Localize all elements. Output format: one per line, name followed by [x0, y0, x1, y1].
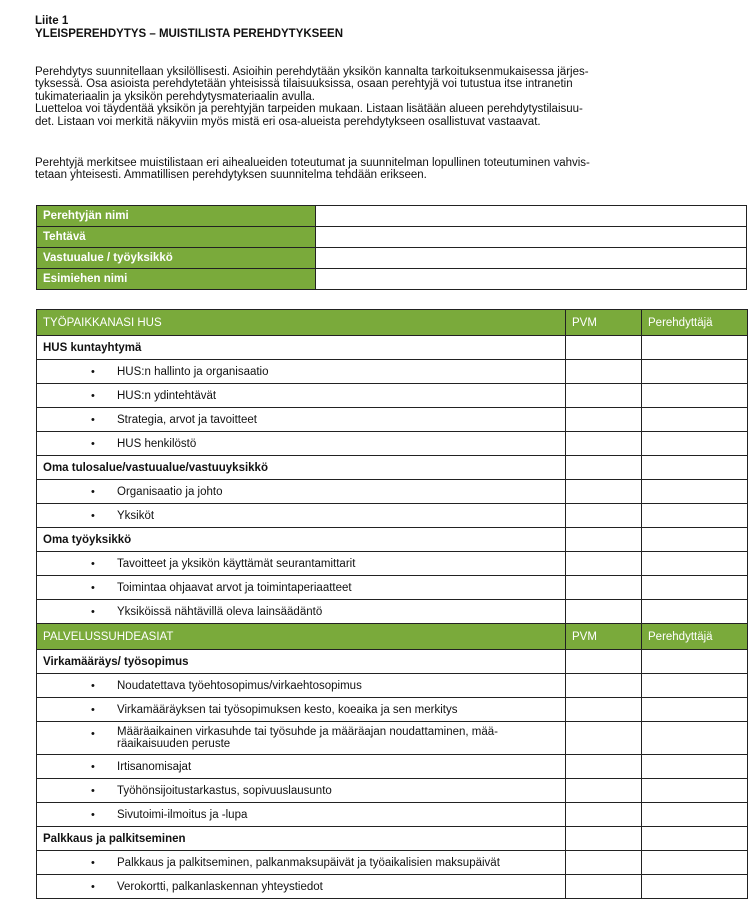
bullet-icon: • — [91, 785, 95, 797]
group-heading: HUS kuntayhtymä — [37, 336, 566, 360]
group-heading: Virkamääräys/ työsopimus — [37, 650, 566, 674]
intro-paragraph-1 — [35, 66, 725, 128]
info-label: Esimiehen nimi — [37, 269, 316, 290]
checklist-item-row — [37, 600, 748, 624]
supervisor-field[interactable] — [316, 269, 747, 290]
date-cell[interactable] — [566, 432, 642, 456]
instructor-cell[interactable] — [642, 528, 748, 552]
date-cell[interactable] — [566, 875, 642, 899]
checklist-item-label: Sivutoimi-ilmoitus ja -lupa — [117, 808, 248, 821]
document-title: YLEISPEREHDYTYS – MUISTILISTA PEREHDYTYKSEEN — [35, 28, 343, 40]
checklist-item-row — [37, 552, 748, 576]
text-line: tyksessä. Osa asioista perehdytetään yhteisissä tilaisuuksissa, osaan perehtyjä voi tutustua itse intranetin — [35, 78, 573, 91]
task-field[interactable] — [316, 227, 747, 248]
text-line: Perehtyjä merkitsee muistilistaan eri aihealueiden toteutumat ja suunnitelman lopullinen toteutuminen vahvis- — [35, 157, 590, 169]
group-heading-row — [37, 827, 748, 851]
date-cell[interactable] — [566, 722, 642, 755]
date-cell[interactable] — [566, 851, 642, 875]
text-line: Luetteloa voi täydentää yksikön ja perehtyjän tarpeiden mukaan. Listaan lisätään alueen perehdytystilaisuu- — [35, 103, 583, 116]
checklist-item-label: HUS henkilöstö — [117, 437, 197, 450]
instructor-cell[interactable] — [642, 552, 748, 576]
instructor-cell[interactable] — [642, 480, 748, 504]
checklist-item-row — [37, 698, 748, 722]
info-row — [37, 248, 747, 269]
checklist-item — [37, 674, 566, 698]
instructor-cell[interactable] — [642, 336, 748, 360]
checklist-item — [37, 552, 566, 576]
checklist-item-row — [37, 360, 748, 384]
checklist-item — [37, 384, 566, 408]
instructor-cell[interactable] — [642, 504, 748, 528]
info-label: Vastuualue / työyksikkö — [37, 248, 316, 269]
checklist-item-row — [37, 408, 748, 432]
checklist-item-label: Määräaikainen virkasuhde tai työsuhde ja määräajan noudattaminen, mää- räaikaisuuden peruste — [117, 726, 499, 750]
checklist-item-label: Toimintaa ohjaavat arvot ja toimintaperiaatteet — [117, 581, 352, 594]
date-cell[interactable] — [566, 528, 642, 552]
instructor-cell[interactable] — [642, 779, 748, 803]
checklist-item — [37, 600, 566, 624]
date-cell[interactable] — [566, 456, 642, 480]
instructor-cell[interactable] — [642, 698, 748, 722]
bullet-icon: • — [91, 857, 95, 869]
checklist-item — [37, 875, 566, 899]
checklist-item-row — [37, 576, 748, 600]
info-label: Perehtyjän nimi — [37, 206, 316, 227]
group-heading-row — [37, 528, 748, 552]
bullet-icon: • — [91, 881, 95, 893]
date-cell[interactable] — [566, 576, 642, 600]
bullet-icon: • — [91, 510, 95, 522]
bullet-icon: • — [91, 728, 95, 740]
group-heading-row — [37, 336, 748, 360]
bullet-icon: • — [91, 438, 95, 450]
instructor-cell[interactable] — [642, 755, 748, 779]
checklist-item — [37, 504, 566, 528]
group-heading: Oma tulosalue/vastuualue/vastuuyksikkö — [37, 456, 566, 480]
text-line: det. Listaan voi merkitä näkyviin myös mistä eri osa-alueista perehdytykseen osallistuvat vastaavat. — [35, 115, 541, 128]
checklist-item-label: Strategia, arvot ja tavoitteet — [117, 413, 257, 426]
checklist-item-label: HUS:n ydintehtävät — [117, 389, 217, 402]
instructor-cell[interactable] — [642, 803, 748, 827]
date-cell[interactable] — [566, 674, 642, 698]
section-header-row — [37, 624, 748, 650]
checklist-item-row — [37, 504, 748, 528]
checklist-item-row — [37, 803, 748, 827]
checklist-item — [37, 408, 566, 432]
checklist-item-row — [37, 755, 748, 779]
column-header-perehdyttaja: Perehdyttäjä — [642, 310, 748, 336]
section-header-row — [37, 310, 748, 336]
checklist-item-row — [37, 674, 748, 698]
bullet-icon: • — [91, 582, 95, 594]
checklist-item-label: Yksiköt — [117, 509, 155, 522]
instructor-cell[interactable] — [642, 576, 748, 600]
name-field[interactable] — [316, 206, 747, 227]
date-cell[interactable] — [566, 552, 642, 576]
instructor-cell[interactable] — [642, 600, 748, 624]
checklist-item — [37, 755, 566, 779]
instructor-cell[interactable] — [642, 650, 748, 674]
checklist-item-row — [37, 722, 748, 755]
date-cell[interactable] — [566, 384, 642, 408]
date-cell[interactable] — [566, 698, 642, 722]
group-heading-row — [37, 456, 748, 480]
checklist-item-label: Työhönsijoitustarkastus, sopivuuslausunto — [117, 784, 332, 797]
bullet-icon: • — [91, 680, 95, 692]
date-cell[interactable] — [566, 779, 642, 803]
date-cell[interactable] — [566, 803, 642, 827]
column-header-pvm: PVM — [566, 624, 642, 650]
checklist-item-label: Noudatettava työehtosopimus/virkaehtosopimus — [117, 679, 362, 692]
checklist-item-label: HUS:n hallinto ja organisaatio — [117, 365, 269, 378]
instructor-cell[interactable] — [642, 674, 748, 698]
info-row — [37, 206, 747, 227]
text-line: Perehdytys suunnitellaan yksilöllisesti. Asioihin perehdytään yksikön kannalta tarkoituksenmukaisessa järjes- — [35, 66, 589, 78]
column-header-pvm: PVM — [566, 310, 642, 336]
column-header-perehdyttaja: Perehdyttäjä — [642, 624, 748, 650]
section-title: PALVELUSSUHDEASIAT — [37, 624, 566, 650]
text-line: tetaan yhteisesti. Ammatillisen perehdytyksen suunnitelma tehdään erikseen. — [35, 169, 427, 182]
checklist-item-label: Tavoitteet ja yksikön käyttämät seurantamittarit — [117, 557, 356, 570]
date-cell[interactable] — [566, 650, 642, 674]
checklist-item — [37, 779, 566, 803]
instructor-cell[interactable] — [642, 456, 748, 480]
checklist-item — [37, 851, 566, 875]
intro-paragraph-2 — [35, 157, 725, 182]
checklist-item — [37, 803, 566, 827]
instructor-cell[interactable] — [642, 827, 748, 851]
checklist-item — [37, 722, 566, 755]
checklist-item — [37, 576, 566, 600]
group-heading-row — [37, 650, 748, 674]
bullet-icon: • — [91, 558, 95, 570]
group-heading: Oma työyksikkö — [37, 528, 566, 552]
group-heading: Palkkaus ja palkitseminen — [37, 827, 566, 851]
date-cell[interactable] — [566, 360, 642, 384]
checklist-table — [36, 309, 748, 899]
date-cell[interactable] — [566, 480, 642, 504]
checklist-item — [37, 432, 566, 456]
date-cell[interactable] — [566, 504, 642, 528]
checklist-item-label: Yksiköissä nähtävillä oleva lainsäädäntö — [117, 605, 323, 618]
checklist-item-label: Palkkaus ja palkitseminen, palkanmaksupäivät ja työaikalisien maksupäivät — [117, 856, 500, 869]
date-cell[interactable] — [566, 827, 642, 851]
person-info-table — [36, 205, 747, 290]
checklist-item-label: Verokortti, palkanlaskennan yhteystiedot — [117, 880, 323, 893]
instructor-cell[interactable] — [642, 851, 748, 875]
info-row — [37, 227, 747, 248]
instructor-cell[interactable] — [642, 408, 748, 432]
checklist-item-row — [37, 480, 748, 504]
instructor-cell[interactable] — [642, 722, 748, 755]
checklist-item-label: Virkamääräyksen tai työsopimuksen kesto, koeaika ja sen merkitys — [117, 703, 458, 716]
bullet-icon: • — [91, 606, 95, 618]
bullet-icon: • — [91, 366, 95, 378]
date-cell[interactable] — [566, 336, 642, 360]
date-cell[interactable] — [566, 755, 642, 779]
checklist-item-row — [37, 779, 748, 803]
text-line: tukimateriaalin ja yksikön perehdytysmateriaalin avulla. — [35, 90, 315, 103]
checklist-item-label: Organisaatio ja johto — [117, 485, 223, 498]
info-row — [37, 269, 747, 290]
checklist-item-row — [37, 851, 748, 875]
instructor-cell[interactable] — [642, 432, 748, 456]
bullet-icon: • — [91, 486, 95, 498]
section-title: TYÖPAIKKANASI HUS — [37, 310, 566, 336]
appendix-label: Liite 1 — [35, 15, 69, 27]
bullet-icon: • — [91, 414, 95, 426]
instructor-cell[interactable] — [642, 384, 748, 408]
checklist-item-row — [37, 875, 748, 899]
bullet-icon: • — [91, 761, 95, 773]
unit-field[interactable] — [316, 248, 747, 269]
bullet-icon: • — [91, 809, 95, 821]
instructor-cell[interactable] — [642, 875, 748, 899]
checklist-item-row — [37, 384, 748, 408]
date-cell[interactable] — [566, 408, 642, 432]
checklist-item-row — [37, 432, 748, 456]
date-cell[interactable] — [566, 600, 642, 624]
checklist-item-label: Irtisanomisajat — [117, 760, 192, 773]
instructor-cell[interactable] — [642, 360, 748, 384]
checklist-item — [37, 698, 566, 722]
bullet-icon: • — [91, 390, 95, 402]
checklist-item — [37, 480, 566, 504]
bullet-icon: • — [91, 704, 95, 716]
info-label: Tehtävä — [37, 227, 316, 248]
checklist-item — [37, 360, 566, 384]
